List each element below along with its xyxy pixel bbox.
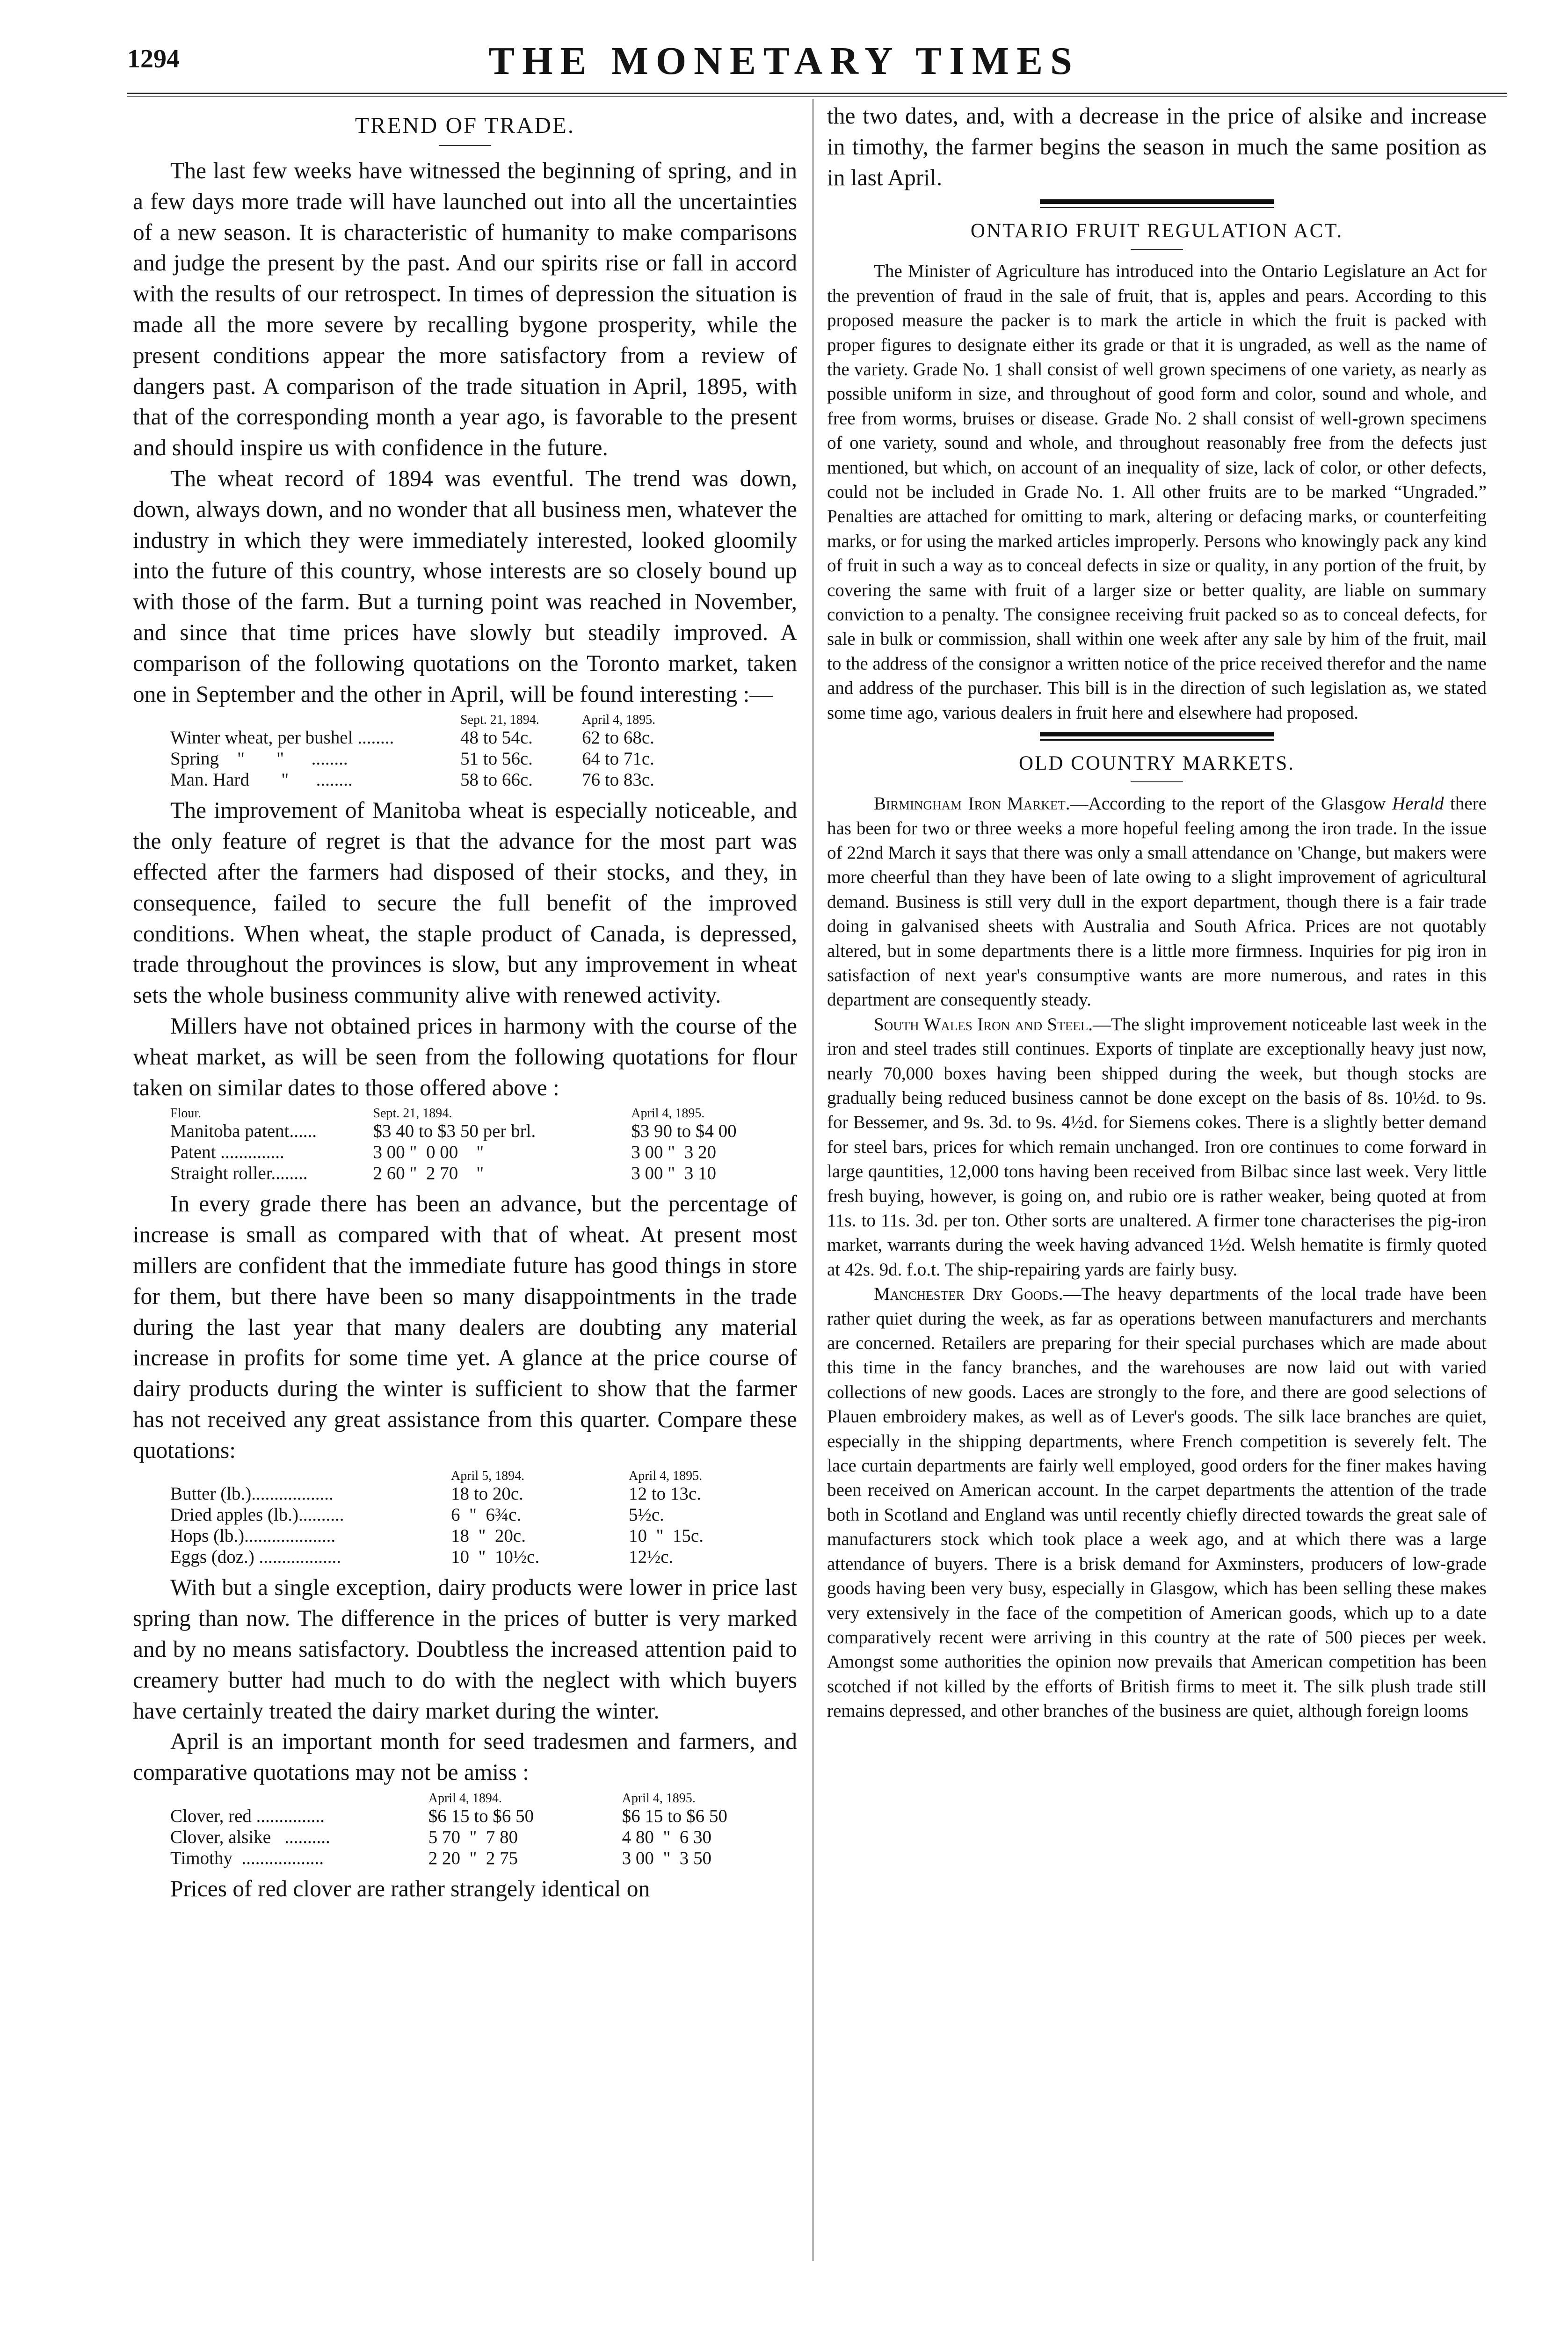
table-cell: $6 15 to $6 50 (622, 1806, 727, 1827)
table-cell: 10 " 15c. (629, 1526, 704, 1546)
title-rule (1131, 781, 1183, 782)
masthead: THE MONETARY TIMES (488, 39, 1080, 83)
column-right (827, 101, 1487, 1724)
wheat-quotations-table (170, 713, 797, 790)
table-cell: 64 to 71c. (582, 749, 654, 769)
table-cell: 18 to 20c. (451, 1484, 523, 1504)
table-header-cell: April 4, 1895. (622, 1791, 696, 1806)
header-rule (127, 93, 1507, 94)
table-cell: 3 00 " 0 00 " (373, 1142, 484, 1163)
table-cell: Spring " " ........ (170, 749, 348, 769)
table-cell: 58 to 66c. (460, 770, 533, 790)
paragraph: The wheat record of 1894 was eventful. The trend was down, down, always down, and no wonder that all business men, whatever the industry in which they were immediately interested, looked gloomily into the future of this country, whose interests are so closely bound up with those of the farm. But a turning point was reached in November, and since that time prices have slowly but steadily improved. A comparison of the following quotations on the Toronto market, taken one in September and the other in April, will be found interesting :— (133, 465, 797, 707)
article-title-old-country-markets: OLD COUNTRY MARKETS. (1019, 752, 1295, 775)
table-cell: Timothy .................. (170, 1848, 324, 1869)
table-header-cell (170, 1792, 428, 1806)
table-cell: 12½c. (629, 1547, 674, 1567)
table-row (170, 1483, 797, 1504)
table-row (170, 1504, 797, 1525)
table-cell: 18 " 20c. (451, 1526, 526, 1546)
table-cell: 48 to 54c. (460, 728, 533, 748)
table-cell: Patent .............. (170, 1142, 284, 1163)
table-cell: Eggs (doz.) .................. (170, 1547, 341, 1567)
table-row (170, 1163, 797, 1184)
paragraph: The last few weeks have witnessed the beginning of spring, and in a few days more trade will have launched out into all the uncertainties of a new season. It is characteristic of humanity to make comparisons and judge the present by the past. And our spirits rise or fall in accord with the results of our retrospect. In times of depression the situation is made all the more severe by recalling bygone prosperity, while the present conditions appear the more satisfactory from a review of dangers past. A comparison of the trade situation in April, 1895, with that of the corresponding month a year ago, is favorable to the present and should inspire us with confidence in the future. (133, 158, 797, 461)
article-title-fruit-act: ONTARIO FRUIT REGULATION ACT. (970, 220, 1343, 242)
table-cell: 3 00 " 3 20 (631, 1142, 716, 1163)
table-row (170, 769, 797, 790)
paragraph: April is an important month for seed tradesmen and farmers, and comparative quotations may not be amiss : (133, 1728, 797, 1785)
table-header-cell: Sept. 21, 1894. (373, 1106, 452, 1121)
table-cell: 3 00 " 3 50 (622, 1848, 712, 1869)
table-row (170, 727, 797, 748)
header-rule-thin (127, 96, 1507, 97)
table-header (170, 1469, 797, 1483)
paragraph: The improvement of Manitoba wheat is especially noticeable, and the only feature of regret is that the advance for the most part was effected after the farmers had disposed of their stocks, and they, in consequence, failed to secure the full benefit of the improved conditions. When wheat, the staple product of Canada, is depressed, trade throughout the provinces is slow, but any improvement in wheat sets the whole business community alive with renewed activity. (133, 797, 797, 1008)
title-rule (439, 145, 491, 146)
paragraph: Millers have not obtained prices in harmony with the course of the wheat market, as will be seen from the following quotations for flour taken on similar dates to those offered above : (133, 1013, 797, 1100)
table-header (170, 1107, 797, 1121)
table-row (170, 1525, 797, 1546)
table-cell: Hops (lb.).................... (170, 1526, 336, 1546)
section-lead: South Wales Iron and Steel. (874, 1014, 1093, 1034)
table-cell: 2 20 " 2 75 (428, 1848, 518, 1869)
table-header-cell: April 4, 1895. (629, 1469, 703, 1484)
paragraph-south-wales: South Wales Iron and Steel.—The slight improvement noticeable last week in the iron and steel trades still continues. Exports of tinplate are exceptionally heavy just now, nearly 70,000 boxes having been shipped during the week, but though stocks are gradually being reduced business cannot be done except on the basis of 8s. 10½d. to 9s. for Bessemer, and 9s. 3d. to 9s. 4½d. for Siemens cokes. There is a slightly better demand for steel bars, prices for which remain unchanged. Iron ore continues to come forward in large qauntities, 12,000 tons having been received from Bilbac since last week. Very little fresh buying, however, is going on, and rubio ore is rather weaker, being quoted at from 11s. to 11s. 3d. per ton. Other sorts are unaltered. A firmer tone characterises the pig-iron market, warrants during the week having advanced 1½d. Welsh hematite is firmly quoted at 42s. 9d. f.o.t. The ship-repairing yards are fairly busy. (827, 1014, 1487, 1280)
flour-quotations-table (170, 1107, 797, 1184)
table-cell: 12 to 13c. (629, 1484, 701, 1504)
table-cell: Winter wheat, per bushel ........ (170, 728, 394, 748)
paragraph: the two dates, and, with a decrease in the price of alsike and increase in timothy, the farmer begins the season in much the same position as in last April. (827, 103, 1487, 190)
paragraph: The Minister of Agriculture has introduced into the Ontario Legislature an Act for the prevention of fraud in the sale of fruit, that is, apples and pears. According to this proposed measure the packer is to mark the article in which the fruit is packed with proper figures to designate either its grade or that it is ungraded, as well as the name of the variety. Grade No. 1 shall consist of well grown specimens of one variety, as nearly as possible uniform in size, and throughout of good form and color, sound and whole, and free from worms, bruises or disease. Grade No. 2 shall consist of well-grown specimens of one variety, sound and whole, and throughout reasonably free from the defects just mentioned, but which, on account of an inequality of size, lack of color, or other defects, could not be included in Grade No. 1. All other fruits are to be marked “Ungraded.” Penalties are attached for omitting to mark, altering or defacing marks, or counterfeiting marks, or for using the marked articles improperly. Persons who knowingly pack any kind of fruit in such a way as to conceal defects in size or quality, in any portion of the fruit, by covering the same with fruit of a larger size or better quality, are liable on summary conviction to a penalty. The consignee receiving fruit packed so as to conceal defects, for sale in bulk or commission, shall within one week after any sale by him of the fruit, mail to the address of the consignor a written notice of the price received therefor and the name and address of the purchaser. This bill is in the direction of such legislation as, we stated some time ago, various dealers in fruit here and elsewhere had proposed. (827, 261, 1487, 723)
table-cell: 3 00 " 3 10 (631, 1163, 716, 1184)
table-header-cell: April 4, 1894. (428, 1791, 502, 1806)
page-number: 1294 (127, 44, 180, 73)
page-header (0, 38, 1568, 90)
column-left (133, 101, 797, 1904)
table-cell: $6 15 to $6 50 (428, 1806, 534, 1827)
section-lead: Manchester Dry Goods. (874, 1284, 1063, 1304)
table-row (170, 1848, 797, 1869)
table-cell: 76 to 83c. (582, 770, 654, 790)
table-header-cell: April 4, 1895. (631, 1106, 705, 1121)
table-cell: Manitoba patent...... (170, 1121, 317, 1142)
table-cell: 51 to 56c. (460, 749, 533, 769)
table-cell: 4 80 " 6 30 (622, 1827, 712, 1848)
table-header-cell: April 5, 1894. (451, 1469, 525, 1484)
table-cell: 62 to 68c. (582, 728, 654, 748)
table-cell: Clover, alsike .......... (170, 1827, 330, 1848)
table-header-cell (170, 1469, 451, 1483)
table-cell: $3 40 to $3 50 per brl. (373, 1121, 536, 1142)
dairy-quotations-table (170, 1469, 797, 1567)
table-cell: 5½c. (629, 1505, 664, 1525)
table-row (170, 748, 797, 769)
table-header-cell (170, 713, 460, 727)
table-cell: 10 " 10½c. (451, 1547, 540, 1567)
table-row (170, 1827, 797, 1848)
section-rule (1040, 199, 1274, 208)
table-header (170, 713, 797, 727)
table-cell: Butter (lb.).................. (170, 1484, 334, 1504)
title-rule (1131, 249, 1183, 250)
seed-quotations-table (170, 1792, 797, 1869)
table-cell: Dried apples (lb.).......... (170, 1505, 344, 1525)
table-row (170, 1142, 797, 1163)
table-row (170, 1806, 797, 1827)
table-header-cell: April 4, 1895. (582, 713, 656, 728)
paragraph: With but a single exception, dairy products were lower in price last spring than now. The difference in the prices of butter is very marked and by no means satisfactory. Doubtless the increased attention paid to creamery butter had much to do with the neglect with which buyers have certainly treated the dairy market during the winter. (133, 1574, 797, 1724)
table-cell: Clover, red ............... (170, 1806, 325, 1827)
paragraph-manchester: Manchester Dry Goods.—The heavy departments of the local trade have been rather quiet during the week, as far as operations between manufacturers and merchants are concerned. Retailers are preparing for their special purchases which are made about this time in the fancy branches, and the warehouses are now laid out with varied collections of new goods. Laces are strongly to the fore, and there are good selections of Plauen embroidery makes, as well as of Lever's goods. The silk lace branches are quiet, especially in the shipping departments, where French competition is severely felt. The lace curtain departments are fairly well employed, good orders for the finer makes having been received on American account. In the carpet departments the attention of the trade both in Scotland and England was until recently chiefly directed towards the great sale of manufacturers stock which took place a week ago, and at which there was a large attendance of buyers. There is a brisk demand for Axminsters, producers of low-grade goods having been very busy, especially in Glasgow, which has been selling these makes very extensively in the face of the competition of American goods, which up to a date comparatively recent were arriving in this country at the rate of 500 pieces per week. Amongst some authorities the opinion now prevails that American competition has been scotched if not killed by the efforts of British firms to meet it. The silk plush trade still remains depressed, and other branches of the business are quiet, although foreign looms (827, 1284, 1487, 1721)
table-cell: $3 90 to $4 00 (631, 1121, 737, 1142)
table-cell: Man. Hard " ........ (170, 770, 353, 790)
section-lead: Birmingham Iron Market. (874, 794, 1070, 814)
section-rule (1040, 732, 1274, 741)
table-header-cell: Flour. (170, 1106, 202, 1121)
table-cell: Straight roller........ (170, 1163, 308, 1184)
paragraph-birmingham: Birmingham Iron Market.—According to the report of the Glasgow Herald there has been for two or three weeks a more hopeful feeling among the iron trade. In the issue of 22nd March it says that there was only a small attendance on 'Change, but makers were more cheerful than they have been of late owing to a slight improvement of agricultural demand. Business is still very dull in the export department, though there is a fair trade doing in galvanised sheets with Australia and South Africa. Prices are not quotably altered, but in some departments there is a little more firmness. Inquiries for pig iron in satisfaction of next year's consumptive wants are more numerous, and rates in this department are consequently steady. (827, 794, 1487, 1010)
table-cell: 6 " 6¾c. (451, 1505, 522, 1525)
table-header-cell: Sept. 21, 1894. (460, 713, 539, 728)
paragraph: In every grade there has been an advance, but the percentage of increase is small as compared with that of wheat. At present most millers are confident that the immediate future has good things in store for them, but there have been so many disappointments in the trade during the last year that many dealers are doubting any material increase in profits for some time yet. A glance at the price course of dairy products during the winter is sufficient to show that the farmer has not received any great assistance from this quarter. Compare these quotations: (133, 1191, 797, 1463)
table-header (170, 1792, 797, 1806)
article-title-trend-of-trade: TREND OF TRADE. (355, 112, 575, 138)
table-cell: 2 60 " 2 70 " (373, 1163, 484, 1184)
paragraph: Prices of red clover are rather strangely identical on (170, 1876, 650, 1902)
table-row (170, 1546, 797, 1567)
table-cell: 5 70 " 7 80 (428, 1827, 518, 1848)
table-row (170, 1121, 797, 1142)
